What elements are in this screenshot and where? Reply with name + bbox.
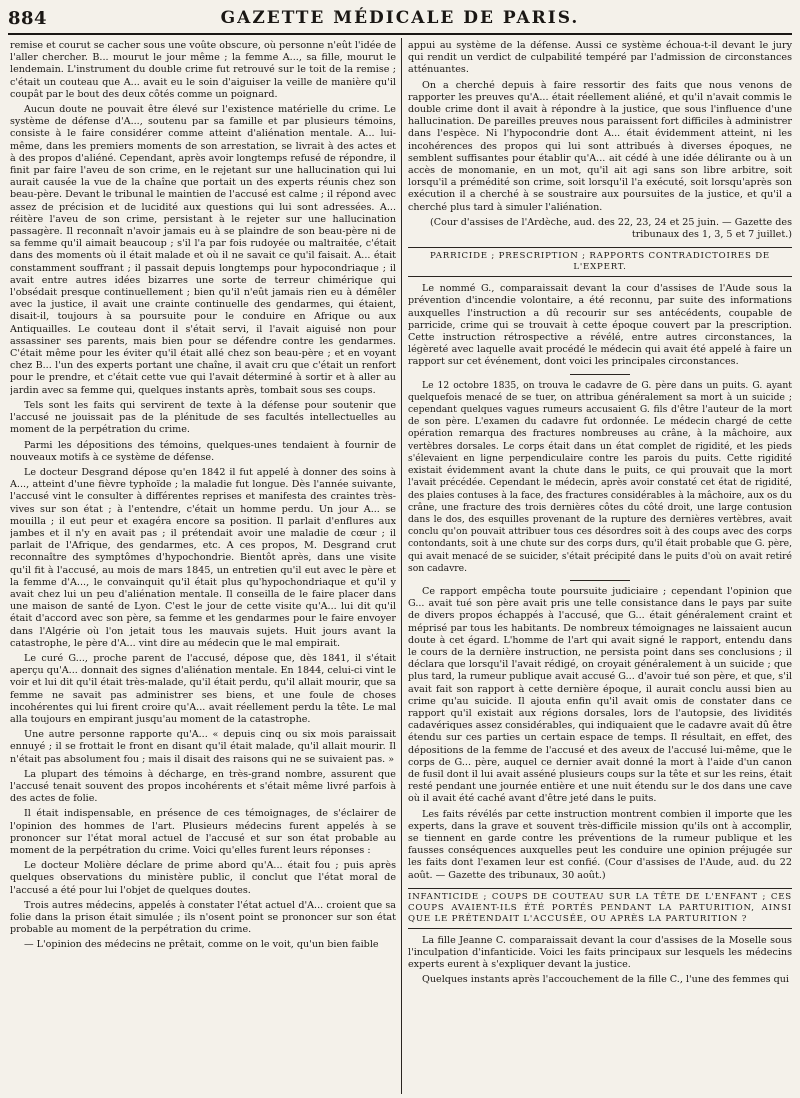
paragraph: Le nommé G., comparaissait devant la cour d'assises de l'Aude sous la prévention d'incendie volontaire, a été reconnu, par suite des informations auxquelles l'instruction a dû recourir sur ses antécédents, coupable de parricide, crime qui se trouvait à cette époque couvert par la prescription. Cette instruction rétrospective a révélé, entre autres circonstances, la légèreté avec laquelle avait procédé le médecin qui avait été appelé à faire un rapport sur cet événement, dont voici les principales circonstances. [408,283,792,368]
paragraph: Le docteur Molière déclare de prime abord qu'A... était fou ; puis après quelques observations du ministère public, il conclut que l'état moral de l'accusé a été pour lui l'objet de quelques doutes. [10,860,396,896]
paragraph: — L'opinion des médecins ne prêtait, comme on le voit, qu'un bien faible [24,939,379,951]
paragraph: Tels sont les faits qui servirent de texte à la défense pour soutenir que l'accusé ne jouissait pas de la plénitude de ses facultés intellectuelles au moment de la perpétration du crime. [10,399,396,436]
paragraph: Une autre personne rapporte qu'A... « depuis cinq ou six mois paraissait ennuyé ; il se frottait le front en disant qu'il était malade, qu'il allait mourir. Il n'était pas absolument fou ; mais il disait des raisons qui ne se suivaient pas. » [10,729,396,765]
right-column [408,40,792,1092]
paragraph: Ce rapport empêcha toute poursuite judiciaire ; cependant l'opinion que G... avait tué son père avait pris une telle consistance dans le pays par suite de divers propos échappés à l'accusé, que G... était généralement craint et méprisé par tous les habitants. De nombreux témoignages ne laissaient aucun doute à cet égard. L'homme de l'art qui avait signé le rapport, entendu dans le cours de la dernière instruction, ne persista point dans ses conclusions ; il déclara que lorsqu'il l'avait rédigé, on croyait généralement à un suicide ; que plus tard, la rumeur publique avait accusé G... d'avoir tué son père, et que, s'il avait fait son rapport à cette dernière époque, il aurait conclu aussi bien au crime qu'au suicide. Il ajouta enfin qu'il avait omis de constater dans ce rapport qu'il existait aux régions dorsales, lors de l'autopsie, des lividités cadavériques assez considérables, qui indiquaient que le cadavre avait dû être étendu sur ces parties un certain espace de temps. Il résultait, en effet, des dépositions de la femme de l'accusé et des aveux de l'accusé lui-même, que le corps de G... père, auquel ce dernier avait donné la mort à l'aide d'un canon de fusil dont il lui avait asséné plusieurs coups sur la tête et sur les reins, était resté pendant une journée entière et une nuit étendu sur le dos dans une cave où il avait été caché avant d'être jeté dans le puits. [408,585,792,805]
paragraph: La plupart des témoins à décharge, en très-grand nombre, assurent que l'accusé tenait souvent des propos incohérents et s'était même livré parfois à des actes de folie. [10,768,396,805]
paragraph: Parmi les dépositions des témoins, quelques-unes tendaient à fournir de nouveaux motifs à ce système de défense. [10,439,396,463]
separator-rule [570,374,630,375]
citation: (Cour d'assises de l'Ardèche, aud. des 22, 23, 24 et 25 juin. — Gazette des tribunaux des 1, 3, 5 et 7 juillet.) [430,216,792,241]
paragraph: appui au système de la défense. Aussi ce système échoua-t-il devant le jury qui rendit un verdict de culpabilité tempéré par l'admission de circonstances atténuantes. [408,40,792,76]
paragraph: Quelques instants après l'accouchement de la fille C., l'une des femmes qui [422,974,789,986]
left-column [10,40,396,1092]
paragraph: Le docteur Desgrand dépose qu'en 1842 il fut appelé à donner des soins à A..., atteint d'une fièvre typhoïde ; la maladie fut longue. Dès l'année suivante, l'accusé vint le consulter à différentes reprises et manifesta des craintes très-vives sur son état ; à l'entendre, c'était un homme perdu. Un jour A... se mouilla ; il eut peur et exagéra encore sa position. Il parlait d'enflures aux jambes et il n'y en avait pas ; il prétendait avoir une maladie de cœur ; il parlait de l'Afrique, des gendarmes, etc. A ces propos, M. Desgrand crut reconnaître des symptômes d'hypochondrie. Bientôt après, dans une visite qu'il fit à l'accusé, au mois de mars 1845, un entretien qu'il eut avec le père et la femme d'A..., le convainquit qu'il était plus qu'hypochondriaque et qu'il y avait chez lui un peu d'aliénation mentale. Il conseilla de le faire placer dans une maison de santé de Lyon. C'est le jour de cette visite qu'A... lui dit qu'il était d'accord avec son père, sa femme et les gendarmes pour le faire envoyer dans l'Algérie où l'on jetait tous les mauvais sujets. Huit jours avant la catastrophe, le père d'A... vint dire au médecin que le mal empirait. [10,466,396,649]
paragraph: On a cherché depuis à faire ressortir des faits que nous venons de rapporter les preuves qu'A... était réellement aliéné, et qu'il n'avait commis le double crime dont il avait à répondre à la justice, que sous l'influence d'une hallucination. De pareilles preuves nous paraissent fort difficiles à administrer dans l'espèce. Ni l'hypocondrie dont A... était évidemment atteint, ni les incohérences des propos qui lui sont attribués à diverses époques, ne semblent suffisantes pour établir qu'A... ait cédé à une idée délirante ou à un accès de monomanie, en un mot, qu'il ait agi sans son libre arbitre, soit lorsqu'il a prémédité son crime, soit lorsqu'il l'a exécuté, soit lorsqu'après son exécution il a cherché à se soustraire aux poursuites de la justice, et qu'il a cherché plus tard à simuler l'aliénation. [408,79,792,213]
header-rule [8,33,792,35]
page-header [8,8,792,32]
paragraph: Le curé G..., proche parent de l'accusé, dépose que, dès 1841, il s'était aperçu qu'A... donnait des signes d'aliénation mentale. En 1844, celui-ci vint le voir et lui dit qu'il était très-malade, qu'il était perdu, qu'il allait mourir, que sa femme ne savait pas administrer ses biens, et une foule de choses incohérentes qui lui firent croire qu'A... avait réellement perdu la tête. Le mal alla toujours en empirant jusqu'au moment de la catastrophe. [10,652,396,725]
section-heading: PARRICIDE ; PRESCRIPTION ; RAPPORTS CONTRADICTOIRES DE L'EXPERT. [408,247,792,277]
section-heading: INFANTICIDE ; COUPS DE COUTEAU SUR LA TÊTE DE L'ENFANT ; CES COUPS AVAIENT-ILS ÉTÉ PORTÉS PENDANT LA PARTURITION, AINSI QUE LE PRÉTENDAIT L'ACCUSÉE, OU APRÈS LA PARTURITION ? [408,888,792,929]
paragraph: Les faits révélés par cette instruction montrent combien il importe que les experts, dans la grave et souvent très-difficile mission qu'ils ont à accomplir, se tiennent en garde contre les préventions de la rumeur publique et les fausses conséquences auxquelles peut les conduire une opinion préjugée sur les faits dont l'examen leur est confié. (Cour d'assises de l'Aude, aud. du 22 août. — Gazette des tribunaux, 30 août.) [408,808,792,881]
page-number: 884 [8,8,48,29]
column-divider [401,38,402,1094]
journal-title: GAZETTE MÉDICALE DE PARIS. [220,8,580,28]
separator-rule [570,580,630,581]
paragraph: La fille Jeanne C. comparaissait devant la cour d'assises de la Moselle sous l'inculpation d'infanticide. Voici les faits principaux sur lesquels les médecins experts eurent à s'expliquer devant la justice. [408,934,792,971]
paragraph: Aucun doute ne pouvait être élevé sur l'existence matérielle du crime. Le système de défense d'A..., soutenu par sa famille et par plusieurs témoins, consiste à le faire considérer comme atteint d'aliénation mentale. A... lui-même, dans les premiers moments de son arrestation, se livrait à des actes et à des propos d'aliéné. Cependant, après avoir longtemps refusé de répondre, il finit par faire l'aveu de son crime, en le rejetant sur une hallucination qui lui aurait causée la vue de la chaîne que portait un des experts réunis chez son beau-père. Devant le tribunal le maintien de l'accusé est calme ; il répond avec assez de précision et de lucidité aux questions qui lui sont adressées. A... réitère l'aveu de son crime, persistant à le rejeter sur une hallucination passagère. Il reconnaît n'avoir jamais eu à se plaindre de son beau-père ni de sa femme qu'il aimait beaucoup ; s'il l'a par fois rudoyée ou maltraitée, c'était dans des moments où il était malade et où il ne savait ce qu'il faisait. A... était constamment souffrant ; il passait depuis longtemps pour hypocondriaque ; il avait entre autres idées bizarres une sorte de terreur chimérique qui l'obsédait presque continuellement ; bien qu'il n'eût jamais rien eu à démêler avec la justice, il avait une crainte continuelle des gendarmes, qui étaient, disait-il, toujours à sa poursuite pour le conduire en Afrique ou aux Antiquailles. Le couteau dont il s'était servi, il l'avait aiguisé non pour assassiner ses parents, mais bien pour se défendre contre les gendarmes. C'était même pour les éviter qu'il était allé chez son beau-père ; et en voyant chez B... l'un des experts portant une chaîne, il avait cru que c'était un renfort pour le prendre, et c'était cette vue qui l'avait déterminé à sortir et à aller au jardin avec sa femme qui, quelques instants après, tombait sous ses coups. [10,104,396,396]
paragraph: Le 12 octobre 1835, on trouva le cadavre de G. père dans un puits. G. ayant quelquefois menacé de se tuer, on attribua généralement sa mort à un suicide ; cependant quelques vagues rumeurs accusaient G. fils d'être l'auteur de la mort de son père. L'examen du cadavre fut ordonnée. Le médecin chargé de cette opération remarqua des fractures nombreuses au crâne, à la mâchoire, aux vertèbres dorsales. Le corps était dans un état complet de rigidité, et les pieds s'élevaient en ligne perpendiculaire contre les parois du puits. Cette rigidité existait évidemment avant la chute dans le puits, ce qui prouvait que la mort l'avait précédée. Cependant le médecin, après avoir constaté cet état de rigidité, des plaies contuses à la face, des fractures considérables à la mâchoire, aux os du crâne, une fracture des trois dernières côtes du côté droit, une large contusion dans le dos, des esquilles provenant de la rupture des dernières vertèbres, avait conclu qu'on pouvait attribuer tous ces désordres soit à des coups avec des corps contondants, soit à une chute sur des corps durs, qu'il était probable que G. père, qui avait menacé de se suicider, s'était précipité dans le puits d'où on avait retiré son cadavre. [408,379,792,574]
paragraph: Trois autres médecins, appelés à constater l'état actuel d'A... croient que sa folie dans la prison était simulée ; ils n'osent point se prononcer sur son état probable au moment de la perpétration du crime. [10,899,396,936]
paragraph: remise et courut se cacher sous une voûte obscure, où personne n'eût l'idée de l'aller chercher. B... mourut le jour même ; la femme A..., sa fille, mourut le lendemain. L'instrument du double crime fut retrouvé sur le toit de la remise ; c'était un couteau que A... avait eu le soin d'aiguiser la veille de manière qu'il coupât par le bout des deux côtés comme un poignard. [10,40,396,100]
paragraph: Il était indispensable, en présence de ces témoignages, de s'éclairer de l'opinion des hommes de l'art. Plusieurs médecins furent appelés à se prononcer sur l'état moral actuel de l'accusé et sur son état probable au moment de la perpétration du crime. Voici qu'elles furent leurs réponses : [10,808,396,856]
